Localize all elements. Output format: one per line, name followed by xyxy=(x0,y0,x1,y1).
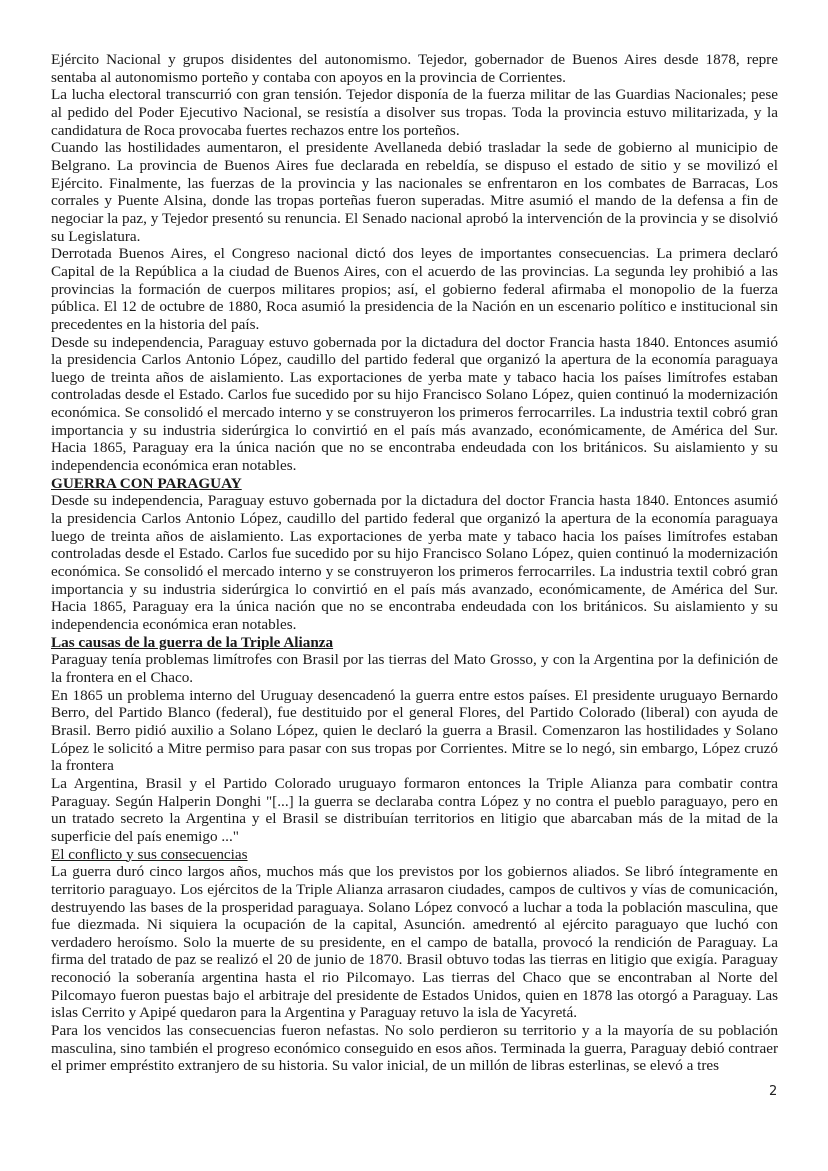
paragraph-derrotada-buenos-aires: Derrotada Buenos Aires, el Congreso nacional dictó dos leyes de importantes consecuencias. La primera declaró Capital de la República a la ciudad de Buenos Aires, con el acuerdo de las provincias. La segunda ley prohibió a las provincias la formación de cuerpos militares propios; así, el gobierno federal afirmaba el monopolio de la fuerza pública. El 12 de octubre de 1880, Roca asumió la presidencia de la Nación en un escenario político e institucional sin precedentes en la historia del país. xyxy=(51,245,778,333)
paragraph-paraguay-independencia-repeat: Desde su independencia, Paraguay estuvo gobernada por la dictadura del doctor Francia hasta 1840. Entonces asumió la presidencia Carlos Antonio López, caudillo del partido federal que organizó la apertura de la economía paraguaya luego de treinta años de aislamiento. Las exportaciones de yerba mate y tabaco hacia los países limítrofes estaban controladas desde el Estado. Carlos fue sucedido por su hijo Francisco Solano López, quien continuó la modernización económica. Se consolidó el mercado interno y se construyeron los primeros ferrocarriles. La industria textil cobró gran importancia y su industria siderúrgica lo convirtió en el país más avanzado, económicamente, de América del Sur. Hacia 1865, Paraguay era la única nación que no se encontraba endeudada con los británicos. Su aislamiento y su independencia económica eran notables. xyxy=(51,492,778,633)
paragraph-consecuencias-vencidos: Para los vencidos las consecuencias fueron nefastas. No solo perdieron su territorio y a la mayoría de su población masculina, sino también el progreso económico conseguido en esos años. Terminada la guerra, Paraguay debió contraer el primer empréstito extranjero de su historia. Su valor inicial, de un millón de libras esterlinas, se elevó a tres xyxy=(51,1022,778,1075)
paragraph-lucha-electoral: La lucha electoral transcurrió con gran tensión. Tejedor disponía de la fuerza militar de las Guardias Nacionales; pese al pedido del Poder Ejecutivo Nacional, se resistía a disolver sus tropas. Toda la provincia estuvo militarizada, y la candidatura de Roca provocaba fuertes rechazos entre los porteños. xyxy=(51,86,778,139)
paragraph-triple-alianza-formacion: La Argentina, Brasil y el Partido Colorado uruguayo formaron entonces la Triple Alianza para combatir contra Paraguay. Según Halperin Donghi "[...] la guerra se declaraba contra López y no contra el pueblo paraguayo, pero en un tratado secreto la Argentina y el Brasil se distribuían territorios en litigio que abarcaban más de la mitad de la superficie del país enemigo ..." xyxy=(51,774,778,845)
page-number: 2 xyxy=(769,1084,778,1099)
paragraph-hostilidades: Cuando las hostilidades aumentaron, el presidente Avellaneda debió trasladar la sede de gobierno al municipio de Belgrano. La provincia de Buenos Aires fue declarada en rebeldía, se dispuso el estado de sitio y se movilizó el Ejército. Finalmente, las fuerzas de la provincia y las nacionales se enfrentaron en los combates de Barracas, Los corrales y Puente Alsina, donde las tropas porteñas fueron superadas. Mitre asumió el mando de la defensa a fin de negociar la paz, y Tejedor presentó su renuncia. El Senado nacional aprobó la intervención de la provincia y se disolvió su Legislatura. xyxy=(51,139,778,245)
paragraph-autonomismo: Ejército Nacional y grupos disidentes del autonomismo. Tejedor, gobernador de Buenos Aires desde 1878, repre sentaba al autonomismo porteño y contaba con apoyos en la provincia de Corrientes. xyxy=(51,51,778,86)
paragraph-problema-uruguay: En 1865 un problema interno del Uruguay desencadenó la guerra entre estos países. El presidente uruguayo Bernardo Berro, del Partido Blanco (federal), fue destituido por el general Flores, del Partido Colorado (liberal) con ayuda de Brasil. Berro pidió auxilio a Solano López, quien le declaró la guerra a Brasil. Comenzaron las hostilidades y Solano López le solicitó a Mitre permiso para pasar con sus tropas por Corrientes. Mitre se lo negó, sin embargo, López cruzó la frontera xyxy=(51,686,778,775)
heading-conflicto-consecuencias: El conflicto y sus consecuencias xyxy=(51,845,248,863)
paragraph-guerra-duracion: La guerra duró cinco largos años, muchos más que los previstos por los gobiernos aliados. Se libró íntegramente en territorio paraguayo. Los ejércitos de la Triple Alianza arrasaron ciudades, campos de cultivos y vías de comunicación, destruyendo las bases de la prosperidad paraguaya. Solano López convocó a luchar a toda la población masculina, que fue diezmada. Ni siquiera la ocupación de la capital, Asunción. amedrentó al ejército paraguayo que luchó con verdadero heroísmo. Solo la muerte de su presidente, en el campo de batalla, provocó la rendición de Paraguay. La firma del tratado de paz se realizó el 20 de junio de 1870. Brasil obtuvo todas las tierras en litigio que exigía. Paraguay reconoció la soberanía argentina hasta el rio Pilcomayo. Las tierras del Chaco que se encontraban al Norte del Pilcomayo fueron puestas bajo el arbitraje del presidente de Estados Unidos, quien en 1878 las otorgó a Paraguay. Las islas Cerrito y Apipé quedaron para la Argentina y Paraguay retuvo la isla de Yacyretá. xyxy=(51,863,778,1022)
document-page-body xyxy=(51,51,778,1075)
paragraph-paraguay-independencia: Desde su independencia, Paraguay estuvo gobernada por la dictadura del doctor Francia hasta 1840. Entonces asumió la presidencia Carlos Antonio López, caudillo del partido federal que organizó la apertura de la economía paraguaya luego de treinta años de aislamiento. Las exportaciones de yerba mate y tabaco hacia los países limítrofes estaban controladas desde el Estado. Carlos fue sucedido por su hijo Francisco Solano López, quien continuó la modernización económica. Se consolidó el mercado interno y se construyeron los primeros ferrocarriles. La industria textil cobró gran importancia y su industria siderúrgica lo convirtió en el país más avanzado, económicamente, de América del Sur. Hacia 1865, Paraguay era la única nación que no se encontraba endeudada con los británicos. Su aislamiento y su independencia económica eran notables. xyxy=(51,333,778,475)
heading-guerra-con-paraguay: GUERRA CON PARAGUAY xyxy=(51,474,242,492)
heading-causas-triple-alianza: Las causas de la guerra de la Triple Alianza xyxy=(51,633,334,651)
paragraph-problemas-limitrofes: Paraguay tenía problemas limítrofes con Brasil por las tierras del Mato Grosso, y con la Argentina por la definición de la frontera en el Chaco. xyxy=(51,651,778,686)
